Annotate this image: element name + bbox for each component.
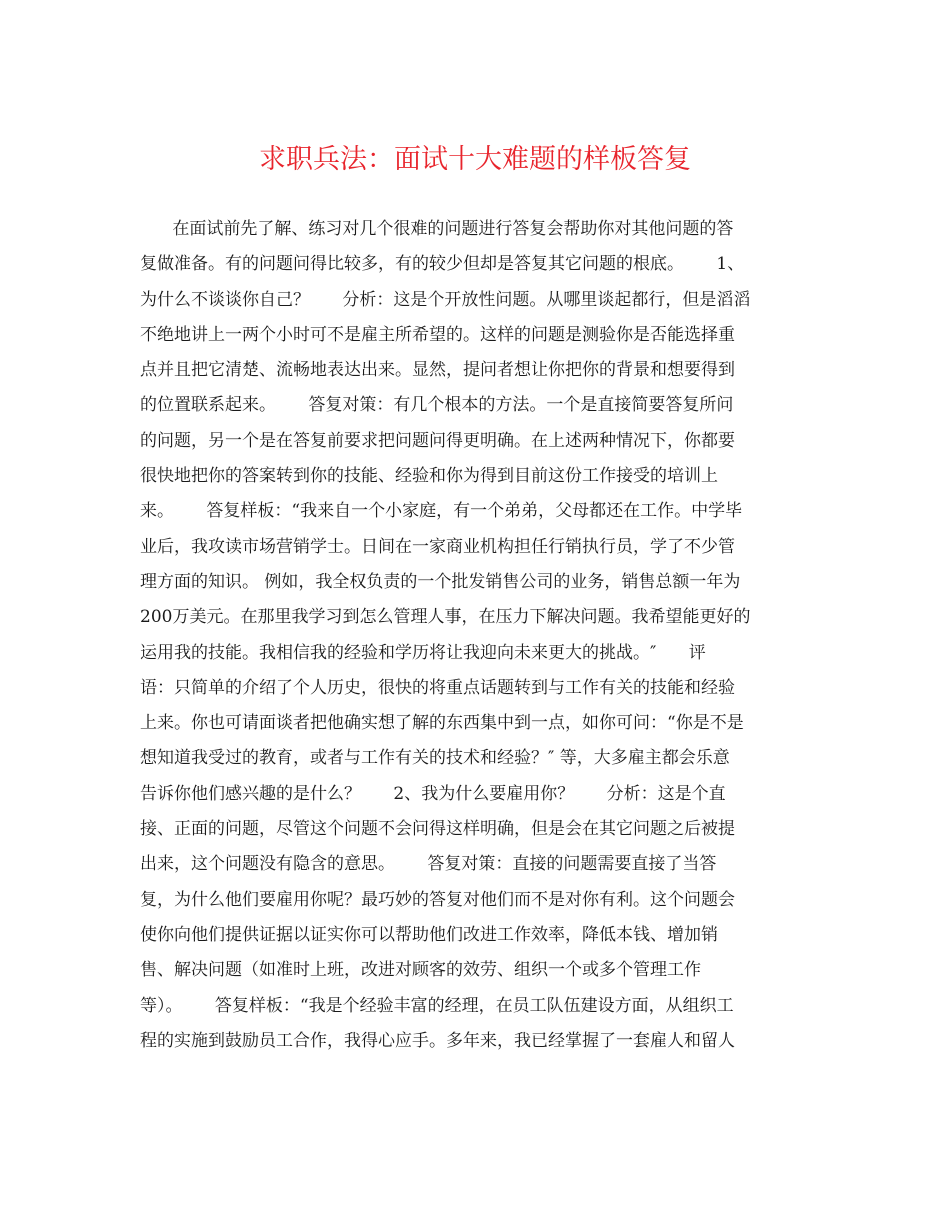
document-body [140,212,810,1059]
body-line: 业后，我攻读市场营销学士。日间在一家商业机构担任行销执行员，学了不少管 [140,536,735,557]
body-line: 点并且把它清楚、流畅地表达出来。显然，提问者想让你把你的背景和想要得到 [140,360,735,381]
body-line: 为什么不谈谈你自己？ 分析：这是个开放性问题。从哪里谈起都行，但是滔滔 [140,289,751,310]
document-title: 求职兵法：面试十大难题的样板答复 [259,144,691,175]
body-line: 等）。 答复样板：“我是个经验丰富的经理，在员工队伍建设方面，从组织工 [140,995,734,1016]
body-line: 接、正面的问题，尽管这个问题不会问得这样明确，但是会在其它问题之后被提 [140,819,735,840]
body-line: 复，为什么他们要雇用你呢？最巧妙的答复对他们而不是对你有利。这个问题会 [140,889,735,910]
body-line: 不绝地讲上一两个小时可不是雇主所希望的。这样的问题是测验你是否能选择重 [140,324,735,345]
body-line: 告诉你他们感兴趣的是什么？ 2、我为什么要雇用你？ 分析：这是个直 [140,783,726,804]
body-line: 使你向他们提供证据以证实你可以帮助他们改进工作效率，降低本钱、增加销 [140,924,718,945]
body-line: 程的实施到鼓励员工合作，我得心应手。多年来，我已经掌握了一套雇人和留人 [140,1030,735,1051]
body-line: 很快地把你的答案转到你的技能、经验和你为得到目前这份工作接受的培训上 [140,466,718,487]
body-line: 来。 答复样板：“我来自一个小家庭，有一个弟弟，父母都还在工作。中学毕 [140,501,743,522]
body-line: 的位置联系起来。 答复对策：有几个根本的方法。一个是直接简要答复所问 [140,395,734,416]
body-line: 售、解决问题（如准时上班，改进对顾客的效劳、组织一个或多个管理工作 [140,960,701,981]
body-line: 的问题，另一个是在答复前要求把问题问得更明确。在上述两种情况下，你都要 [140,430,735,451]
body-line: 想知道我受过的教育，或者与工作有关的技术和经验？″ 等，大多雇主都会乐意 [140,748,730,769]
body-line: 200万美元。在那里我学习到怎么管理人事，在压力下解决问题。我希望能更好的 [140,607,751,628]
body-line: 复做准备。有的问题问得比较多，有的较少但却是答复其它问题的根底。 1、 [140,254,745,275]
body-line: 在面试前先了解、练习对几个很难的问题进行答复会帮助你对其他问题的答 [140,219,734,239]
body-line: 理方面的知识。 例如，我全权负责的一个批发销售公司的业务，销售总额一年为 [140,571,741,592]
body-line: 出来，这个问题没有隐含的意思。 答复对策：直接的问题需要直接了当答 [140,854,717,875]
body-line: 运用我的技能。我相信我的经验和学历将让我迎向未来更大的挑战。″ 评 [140,642,706,663]
body-line: 上来。你也可请面谈者把他确实想了解的东西集中到一点，如你可问：“你是不是 [140,713,744,734]
body-line: 语：只简单的介绍了个人历史，很快的将重点话题转到与工作有关的技能和经验 [140,677,735,698]
